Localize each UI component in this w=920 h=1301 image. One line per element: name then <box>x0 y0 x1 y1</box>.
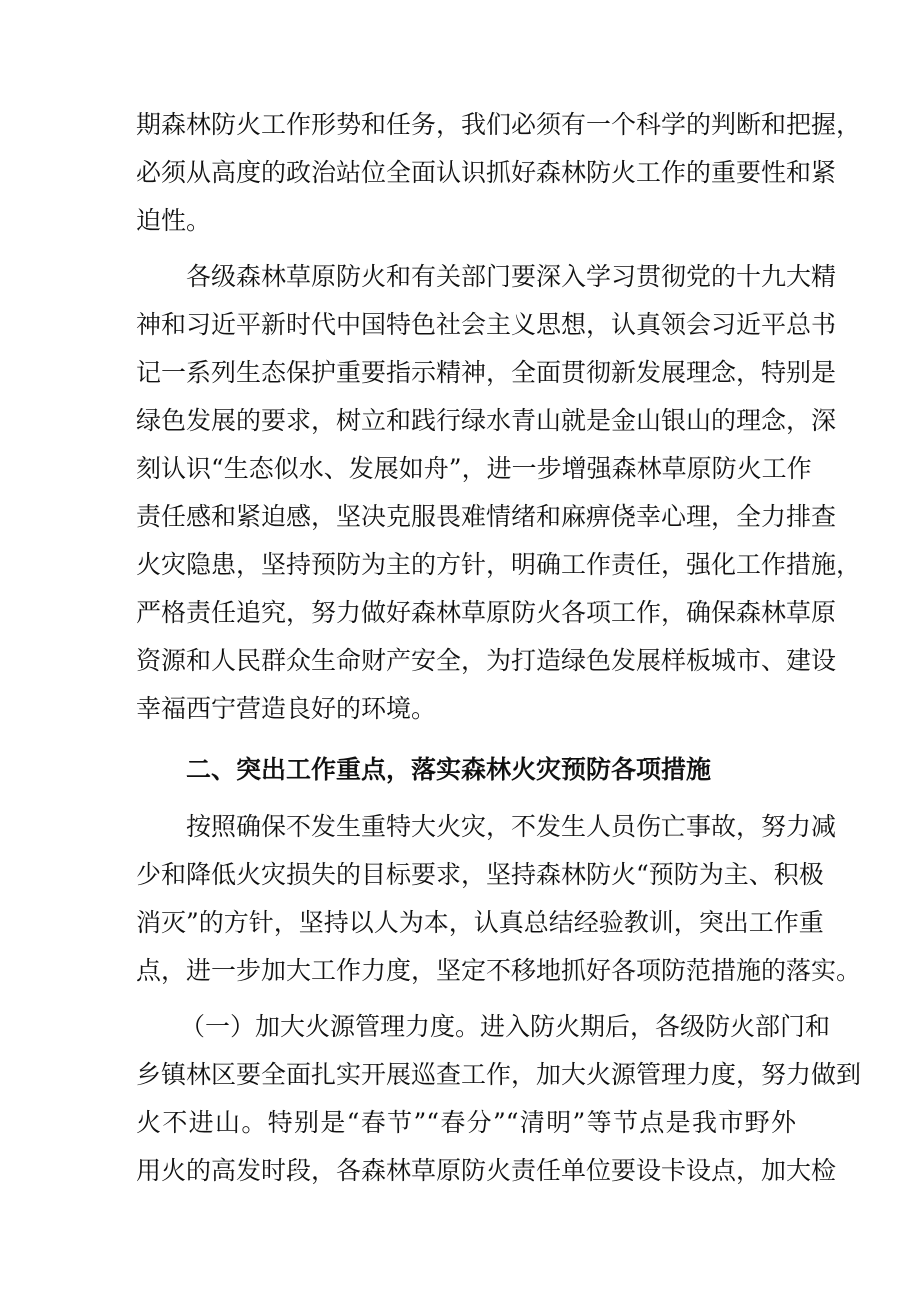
paragraph-line: （一）加大火源管理力度。进入防火期后，各级防火部门和 <box>180 1012 831 1041</box>
paragraph-line: 用火的高发时段，各森林草原防火责任单位要设卡设点，加大检 <box>136 1156 837 1185</box>
paragraph-line: 按照确保不发生重特大火灾，不发生人员伤亡事故，努力减 <box>186 812 837 841</box>
section-heading: 二、突出工作重点，落实森林火灾预防各项措施 <box>186 755 712 784</box>
paragraph-line: 期森林防火工作形势和任务，我们必须有一个科学的判断和把握， <box>136 110 862 139</box>
paragraph-line: 绿色发展的要求，树立和践行绿水青山就是金山银山的理念，深 <box>136 406 837 435</box>
paragraph-line: 迫性。 <box>136 206 212 235</box>
paragraph-line: 点，进一步加大工作力度，坚定不移地抓好各项防范措施的落实。 <box>136 956 862 985</box>
paragraph-line: 幸福西宁营造良好的环境。 <box>136 694 437 723</box>
paragraph-line: 记一系列生态保护重要指示精神，全面贯彻新发展理念，特别是 <box>136 358 837 387</box>
paragraph-line: 火灾隐患，坚持预防为主的方针，明确工作责任，强化工作措施， <box>136 550 862 579</box>
paragraph-line: 火不进山。特别是“春节”“春分”“清明”等节点是我市野外 <box>136 1108 796 1137</box>
paragraph-line: 神和习近平新时代中国特色社会主义思想，认真领会习近平总书 <box>136 310 837 339</box>
paragraph-line: 消灭”的方针，坚持以人为本，认真总结经验教训，突出工作重 <box>136 908 824 937</box>
paragraph-line: 必须从高度的政治站位全面认识抓好森林防火工作的重要性和紧 <box>136 158 837 187</box>
paragraph-line: 责任感和紧迫感，坚决克服畏难情绪和麻痹侥幸心理，全力排查 <box>136 502 837 531</box>
paragraph-line: 刻认识“生态似水、发展如舟”，进一步增强森林草原防火工作 <box>136 454 812 483</box>
paragraph-line: 资源和人民群众生命财产安全，为打造绿色发展样板城市、建设 <box>136 646 837 675</box>
paragraph-line: 严格责任追究，努力做好森林草原防火各项工作，确保森林草原 <box>136 598 837 627</box>
paragraph-line: 乡镇林区要全面扎实开展巡查工作，加大火源管理力度，努力做到 <box>136 1060 862 1089</box>
paragraph-line: 各级森林草原防火和有关部门要深入学习贯彻党的十九大精 <box>186 262 837 291</box>
paragraph-line: 少和降低火灾损失的目标要求，坚持森林防火“预防为主、积极 <box>136 860 824 889</box>
